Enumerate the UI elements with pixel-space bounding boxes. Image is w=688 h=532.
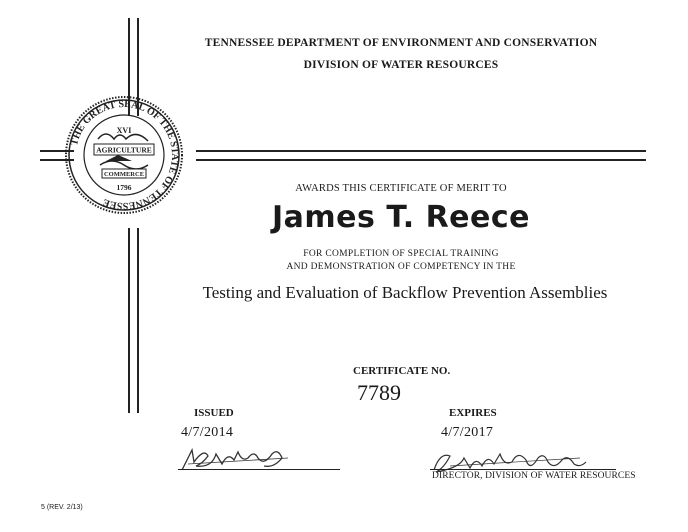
division-title: DIVISION OF WATER RESOURCES bbox=[303, 59, 499, 71]
expires-label: EXPIRES bbox=[449, 407, 497, 419]
frame-vertical-line-right-lower bbox=[137, 228, 139, 413]
recipient-name: James T. Reece bbox=[272, 200, 530, 235]
award-line: AWARDS THIS CERTIFICATE OF MERIT TO bbox=[295, 183, 507, 194]
frame-vertical-line-left-lower bbox=[128, 228, 130, 413]
issued-date: 4/7/2014 bbox=[181, 425, 234, 440]
seal-year: 1796 bbox=[116, 183, 132, 192]
expires-date: 4/7/2017 bbox=[441, 425, 494, 440]
seal-numeral: XVI bbox=[116, 126, 132, 135]
completion-line-1: FOR COMPLETION OF SPECIAL TRAINING bbox=[303, 249, 499, 259]
form-number: 5 (REV. 2/13) bbox=[41, 504, 83, 511]
director-title: DIRECTOR, DIVISION OF WATER RESOURCES bbox=[432, 471, 636, 481]
state-seal-icon bbox=[58, 95, 190, 215]
frame-horizontal-line-bottom bbox=[196, 159, 646, 161]
department-title: TENNESSEE DEPARTMENT OF ENVIRONMENT AND CONSERVATION bbox=[204, 37, 598, 49]
program-title: Testing and Evaluation of Backflow Prevention Assemblies bbox=[202, 283, 608, 302]
state-seal bbox=[58, 95, 190, 215]
certificate-label: CERTIFICATE NO. bbox=[353, 365, 451, 377]
certificate-number: 7789 bbox=[357, 380, 401, 405]
seal-ring-text: THE GREAT SEAL OF THE STATE OF TENNESSEE bbox=[68, 98, 181, 212]
seal-band-top: AGRICULTURE bbox=[96, 145, 152, 155]
seal-band-bottom: COMMERCE bbox=[103, 171, 145, 178]
issuer-signature-line bbox=[178, 469, 340, 470]
issued-label: ISSUED bbox=[194, 407, 234, 419]
director-signature-line bbox=[430, 469, 616, 470]
frame-horizontal-line-top bbox=[196, 150, 646, 152]
completion-line-2: AND DEMONSTRATION OF COMPETENCY IN THE bbox=[286, 262, 516, 272]
